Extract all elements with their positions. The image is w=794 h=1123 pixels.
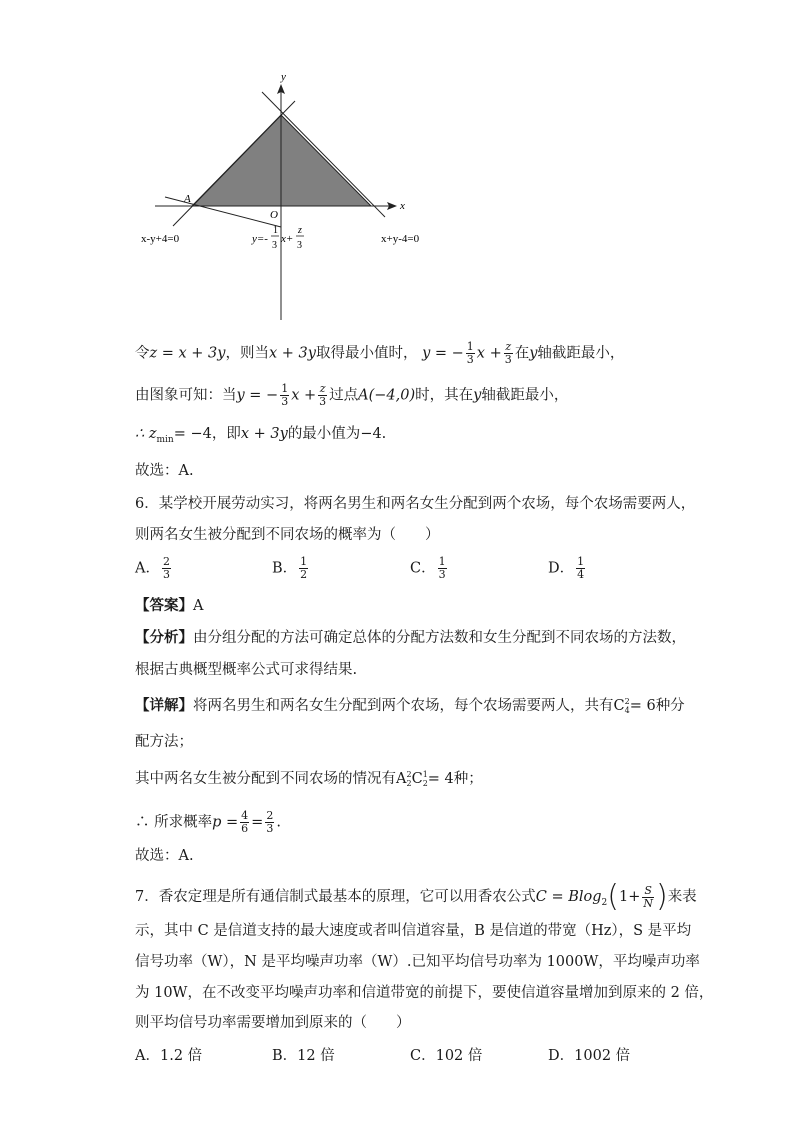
math: y = − xyxy=(236,387,279,404)
left-paren: ( xyxy=(607,879,619,914)
fraction: $\frac{z}{3}$ xyxy=(319,382,327,408)
fraction: $\frac{S}{N}$ xyxy=(643,883,653,910)
math-sub: 2 xyxy=(601,897,608,908)
fraction: $\frac{2}{3}$ xyxy=(266,809,274,835)
math: = 4 xyxy=(427,771,454,787)
detail-tag: 【详解】 xyxy=(135,697,193,714)
fraction: $\frac{1}{3}$ xyxy=(466,340,474,366)
text: 其中两名女生被分配到不同农场的情况有 xyxy=(135,771,396,787)
q7-line2: 示，其中 C 是信道支持的最大速度或者叫信道容量，B 是信道的带宽（Hz），S 是平均 xyxy=(135,923,692,939)
math: ∴ z xyxy=(135,426,157,442)
q6-detail-line1 xyxy=(135,696,794,716)
option-label: C． xyxy=(410,560,436,577)
math: = −4 xyxy=(173,426,212,442)
fraction: $\frac{z}{3}$ xyxy=(504,340,512,366)
q6-analysis-line2: 根据古典概型概率公式可求得结果. xyxy=(135,662,358,678)
option-label: B． xyxy=(272,1048,298,1064)
line3-mid: x+ xyxy=(281,233,294,245)
combination-indices: 1 2 xyxy=(422,770,428,788)
line1-label: x-y+4=0 xyxy=(141,233,180,245)
q7-option-d xyxy=(548,1044,630,1065)
text: 轴截距最小， xyxy=(537,345,625,362)
text: 来表 xyxy=(667,889,697,905)
math: −4. xyxy=(360,426,387,442)
text: ，即 xyxy=(211,426,241,442)
q7-option-a xyxy=(135,1044,202,1065)
text: 种分 xyxy=(655,698,685,714)
sol5-line2 xyxy=(135,383,794,408)
text: 由图象可知：当 xyxy=(135,387,237,404)
q6-option-c xyxy=(410,556,449,581)
option-fraction: $\frac{2}{3}$ xyxy=(162,555,170,581)
q6-final: 故选：A. xyxy=(135,848,194,864)
line3-f2-num: z xyxy=(298,225,302,236)
text: 在 xyxy=(514,345,530,362)
math: C = Blog xyxy=(535,889,602,905)
q7-line3: 信号功率（W），N 是平均噪声功率（W）.已知平均信号功率为 1000W，平均噪声功率 xyxy=(135,954,700,970)
math: z = x + 3y xyxy=(149,345,226,362)
math: = 6 xyxy=(629,698,656,714)
right-paren: ) xyxy=(655,879,668,914)
math: y xyxy=(529,345,538,362)
arrangement-indices: 2 2 xyxy=(406,770,412,788)
option-fraction: $\frac{1}{4}$ xyxy=(577,555,585,581)
math: x + 3y xyxy=(268,345,316,362)
q6-detail-line2: 配方法； xyxy=(135,734,193,750)
q6-option-a xyxy=(135,556,173,581)
math: x + xyxy=(476,345,502,362)
math: C xyxy=(411,771,423,787)
text: 7．香农定理是所有通信制式最基本的原理，它可以用香农公式 xyxy=(135,889,536,905)
text: 将两名男生和两名女生分配到两个农场，每个农场需要两人，共有 xyxy=(193,698,614,714)
math: A(−4,0) xyxy=(358,387,416,404)
y-label: y xyxy=(281,71,286,83)
option-label: B． xyxy=(272,560,298,577)
text: . xyxy=(276,814,281,831)
option-fraction: $\frac{1}{2}$ xyxy=(300,555,308,581)
feasible-region-figure xyxy=(135,70,435,322)
option-label: D． xyxy=(548,560,575,577)
text: ∴ 所求概率 xyxy=(135,814,213,831)
answer-value: A xyxy=(193,598,204,614)
sol5-answer: 故选：A. xyxy=(135,463,194,479)
option-text: 1002 倍 xyxy=(574,1048,631,1064)
line3-f1-den: 3 xyxy=(272,240,277,251)
option-text: 102 倍 xyxy=(435,1048,483,1064)
sol5-line3 xyxy=(135,424,794,450)
line3-f2-den: 3 xyxy=(297,240,302,251)
fraction: $\frac{4}{6}$ xyxy=(241,809,249,835)
math: x + xyxy=(291,387,317,404)
option-label: D． xyxy=(548,1048,575,1064)
q6-analysis-line1 xyxy=(135,628,794,648)
option-label: C． xyxy=(410,1048,436,1064)
option-fraction: $\frac{1}{3}$ xyxy=(438,555,446,581)
math: x + 3y xyxy=(240,426,288,442)
q6-option-d xyxy=(548,556,587,581)
q6-answer xyxy=(135,596,794,616)
q7-option-c xyxy=(410,1044,482,1065)
math: 1+ xyxy=(618,889,641,905)
q7-line5: 则平均信号功率需要增加到原来的（ ） xyxy=(135,1015,411,1031)
text: 的最小值为 xyxy=(287,426,361,442)
text: 令 xyxy=(135,345,150,362)
coordinate-plot xyxy=(135,70,435,322)
option-text: 12 倍 xyxy=(297,1048,335,1064)
q6-line2: 则两名女生被分配到不同农场的概率为（ ） xyxy=(135,527,440,543)
math: y = − xyxy=(422,345,464,362)
line2-label: x+y-4=0 xyxy=(381,233,420,245)
q6-option-b xyxy=(272,556,310,581)
math: = xyxy=(251,814,264,831)
text: 轴截距最小， xyxy=(481,387,569,404)
math: p = xyxy=(212,814,239,831)
q7-line4: 为 10W，在不改变平均噪声功率和信道带宽的前提下，要使信道容量增加到原来的 2 倍， xyxy=(135,985,714,1001)
point-a-label: A xyxy=(184,193,191,205)
line3-f1-num: 1 xyxy=(273,225,278,236)
text: 过点 xyxy=(329,387,359,404)
x-label: x xyxy=(400,200,405,212)
fraction: $\frac{1}{3}$ xyxy=(281,382,289,408)
q6-line1: 6．某学校开展劳动实习，将两名男生和两名女生分配到两个农场，每个农场需要两人， xyxy=(135,496,696,512)
math: y xyxy=(473,387,482,404)
option-text: 1.2 倍 xyxy=(159,1048,203,1064)
math: A xyxy=(396,771,407,787)
answer-tag: 【答案】 xyxy=(135,597,193,614)
text: 由分组分配的方法可确定总体的分配方法数和女生分配到不同农场的方法数， xyxy=(193,630,686,646)
q7-line1 xyxy=(135,880,794,920)
option-label: A． xyxy=(135,560,160,577)
line3-prefix: y=- xyxy=(252,233,268,245)
sol5-line1 xyxy=(135,341,794,366)
analysis-tag: 【分析】 xyxy=(135,629,193,646)
math: C xyxy=(613,698,625,714)
text: 时，其在 xyxy=(415,387,474,404)
q7-option-b xyxy=(272,1044,335,1065)
origin-label: O xyxy=(270,209,278,221)
option-label: A． xyxy=(135,1048,160,1064)
text: 取得最小值时， xyxy=(315,345,418,362)
q6-detail-line4 xyxy=(135,810,794,835)
text: ，则当 xyxy=(225,345,269,362)
q6-detail-line3 xyxy=(135,769,794,789)
combination-indices: 2 4 xyxy=(624,697,630,715)
math-sub: min xyxy=(156,434,174,445)
text: 种； xyxy=(453,771,483,787)
